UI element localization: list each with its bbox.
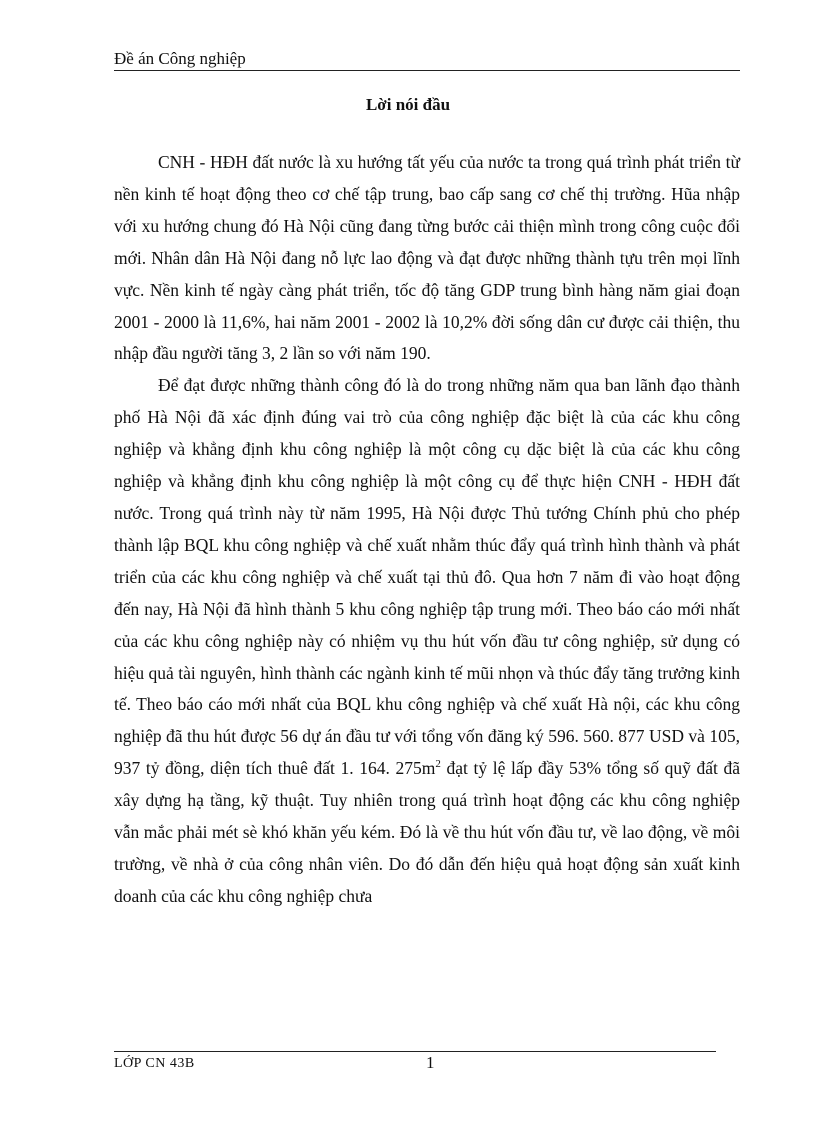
footer-class-label: LỚP CN 43B — [114, 1056, 195, 1071]
paragraph-1: CNH - HĐH đất nước là xu hướng tất yếu của nước ta trong quá trình phát triển từ nền kinh tế hoạt động theo cơ chế tập trung, bao cấp sang cơ chế thị trường. Hũa nhập với xu hướng chung đó Hà Nội cũng đang từng bước cải thiện mình trong công cuộc đổi mới. Nhân dân Hà Nội đang nỗ lực lao động và đạt được những thành tựu trên mọi lĩnh vực. Nền kinh tế ngày càng phát triển, tốc độ tăng GDP trung bình hàng năm giai đoạn 2001 - 2000 là 11,6%, hai năm 2001 - 2002 là 10,2% đời sống dân cư được cải thiện, thu nhập đầu người tăng 3, 2 lần so với năm 190. — [114, 152, 740, 364]
page-number: 1 — [426, 1053, 435, 1072]
paragraph-2-part-1: Để đạt được những thành công đó là do trong những năm qua ban lãnh đạo thành phố Hà Nội đã xác định đúng vai trò của công nghiệp đặc biệt là của các khu công nghiệp và khẳng định khu công nghiệp là một công cụ dặc biệt là của các khu công nghiệp và khẳng định khu công nghiệp là một công cụ để thực hiện CNH - HĐH đất nước. Trong quá trình này từ năm 1995, Hà Nội được Thủ tướng Chính phủ cho phép thành lập BQL khu công nghiệp và chế xuất nhằm thúc đẩy quá trình hình thành và phát triển của các khu công nghiệp và chế xuất tại thủ đô. Qua hơn 7 năm đi vào hoạt động đến nay, Hà Nội đã hình thành 5 khu công nghiệp tập trung mới. Theo báo cáo mới nhất của các khu công nghiệp này có nhiệm vụ thu hút vốn đầu tư công nghiệp, sử dụng có hiệu quả tài nguyên, hình thành các ngành kinh tế mũi nhọn và thúc đẩy tăng trưởng kinh tế. Theo báo cáo mới nhất của BQL khu công nghiệp và chế xuất Hà nội, các khu công nghiệp đã thu hút được 56 dự án đầu tư với tổng vốn đăng ký 596. 560. 877 USD và 105, 937 tỷ đồng, diện tích thuê đất 1. 164. 275m — [114, 375, 740, 779]
footer-divider — [114, 1051, 716, 1052]
document-body — [114, 147, 740, 913]
paragraph-2 — [114, 370, 740, 912]
paragraph-2-part-2: đạt tỷ lệ lấp đầy 53% tổng số quỹ đất đã xây dựng hạ tầng, kỹ thuật. Tuy nhiên trong quá trình hoạt động các khu công nghiệp vẫn mắc phải mét sè khó khăn yếu kém. Đó là về thu hút vốn đầu tư, về lao động, về môi trường, về nhà ở của công nhân viên. Do đó dẫn đến hiệu quả hoạt động sản xuất kinh doanh của các khu công nghiệp chưa — [114, 758, 740, 906]
page-header: Đề án Công nghiệp — [114, 48, 740, 71]
page-title: Lời nói đầu — [365, 95, 451, 114]
superscript-2: 2 — [435, 758, 441, 771]
